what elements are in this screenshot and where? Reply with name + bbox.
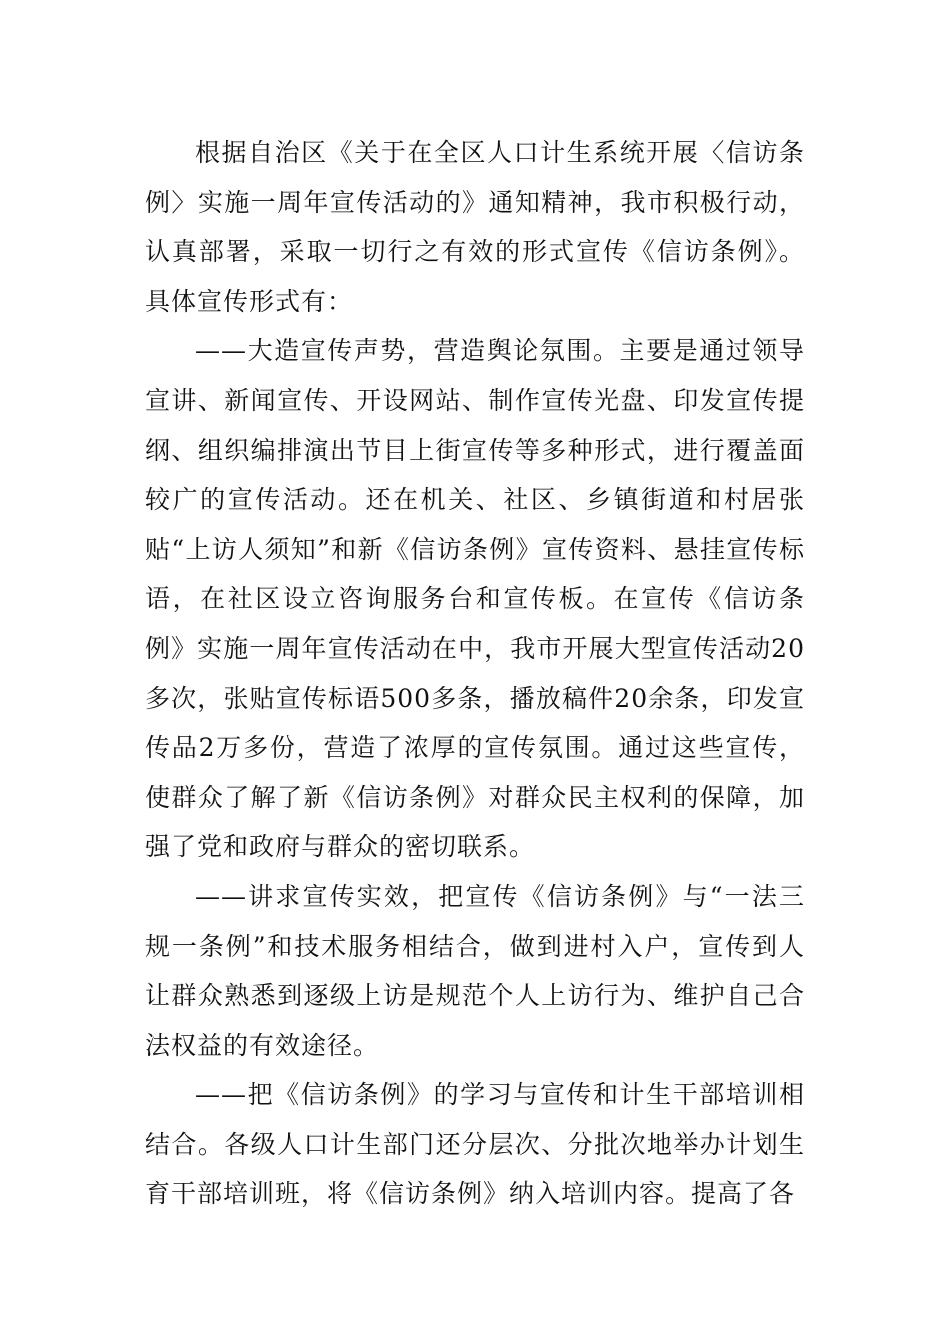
- paragraph-cadre-training: ——把《信访条例》的学习与宣传和计生干部培训相结合。各级人口计生部门还分层次、分批次地举办计划生育干部培训班，将《信访条例》纳入培训内容。提高了各: [145, 1080, 805, 1209]
- document-body: [145, 128, 805, 1219]
- paragraph-intro: 根据自治区《关于在全区人口计生系统开展〈信访条例〉实施一周年宣传活动的》通知精神，我市积极行动，认真部署，采取一切行之有效的形式宣传《信访条例》。具体宣传形式有：: [145, 138, 805, 316]
- paragraph-publicity-effectiveness: ——讲求宣传实效，把宣传《信访条例》与“一法三规一条例”和技术服务相结合，做到进村入户，宣传到人让群众熟悉到逐级上访是规范个人上访行为、维护自己合法权益的有效途径。: [145, 881, 805, 1060]
- paragraph-publicity-momentum: ——大造宣传声势，营造舆论氛围。主要是通过领导宣讲、新闻宣传、开设网站、制作宣传光盘、印发宣传提纲、组织编排演出节目上街宣传等多种形式，进行覆盖面较广的宣传活动。还在机关、社区、乡镇街道和村居张贴“上访人须知”和新《信访条例》宣传资料、悬挂宣传标语，在社区设立咨询服务台和宣传板。在宣传《信访条例》实施一周年宣传活动在中，我市开展大型宣传活动20多次，张贴宣传标语500多条，播放稿件20余条，印发宣传品2万多份，营造了浓厚的宣传氛围。通过这些宣传，使群众了解了新《信访条例》对群众民主权利的保障，加强了党和政府与群众的密切联系。: [145, 336, 805, 862]
